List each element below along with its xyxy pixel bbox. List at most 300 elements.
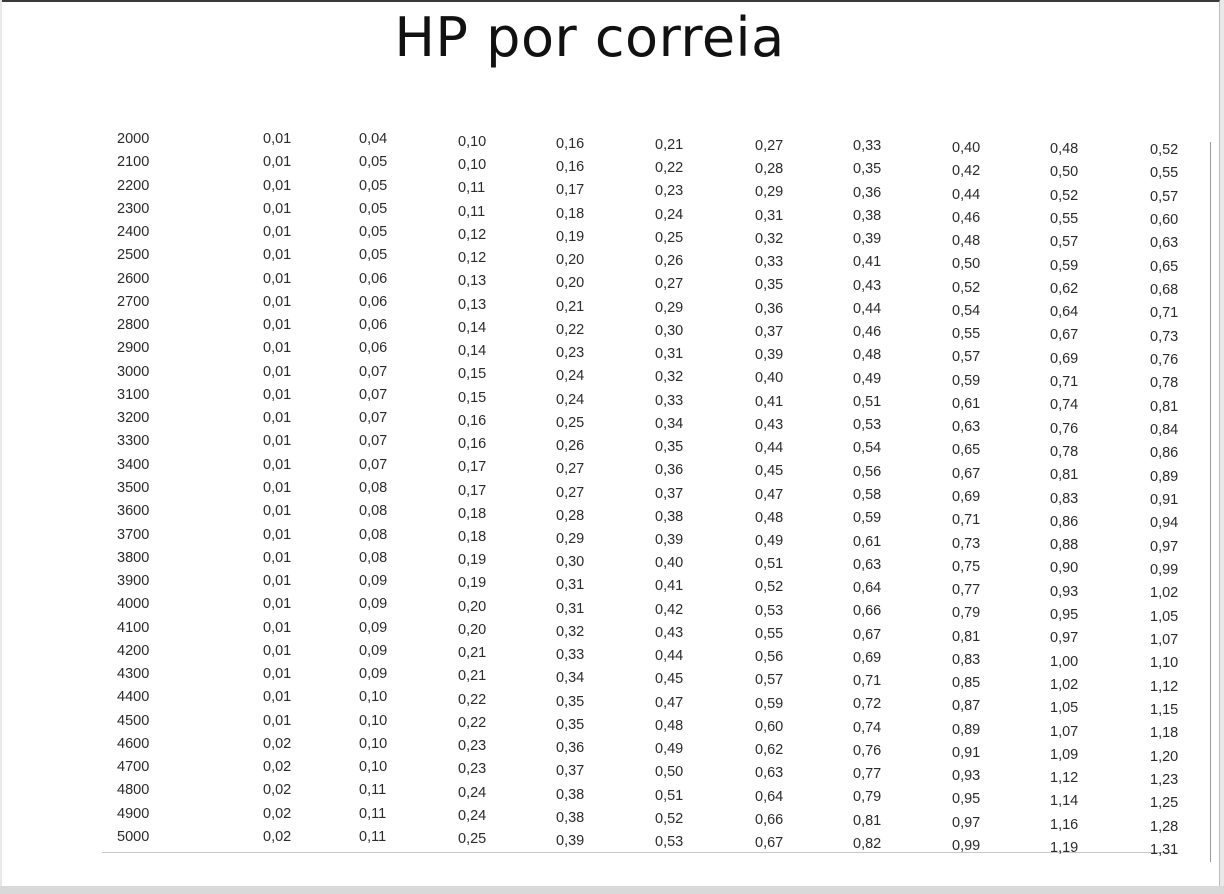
hp-cell: 0,12 — [458, 250, 487, 267]
hp-cell: 0,25 — [458, 831, 487, 847]
hp-cell: 0,52 — [952, 279, 981, 296]
hp-cell: 0,01 — [263, 712, 292, 729]
hp-cell: 0,62 — [1050, 280, 1079, 297]
hp-cell: 0,79 — [853, 789, 882, 806]
hp-cell: 1,05 — [1050, 700, 1079, 717]
hp-cell: 0,47 — [755, 486, 784, 503]
hp-column-6 — [755, 0, 825, 880]
hp-cell: 0,55 — [952, 326, 981, 343]
hp-cell: 0,04 — [359, 131, 388, 147]
hp-column-2 — [359, 0, 429, 880]
hp-cell: 0,49 — [755, 532, 784, 549]
hp-cell: 0,53 — [655, 834, 684, 850]
hp-cell: 0,44 — [655, 648, 684, 665]
rpm-cell: 2200 — [117, 177, 150, 194]
hp-cell: 0,41 — [853, 254, 882, 271]
hp-cell: 0,01 — [263, 386, 292, 403]
hp-cell: 0,41 — [655, 578, 684, 595]
rpm-cell: 3800 — [117, 549, 150, 566]
hp-cell: 0,77 — [853, 766, 882, 783]
hp-cell: 0,09 — [359, 573, 388, 590]
hp-cell: 0,52 — [1150, 142, 1179, 158]
hp-column-1 — [263, 0, 333, 880]
hp-cell: 0,87 — [952, 698, 981, 715]
hp-cell: 0,66 — [853, 603, 882, 620]
rpm-cell: 3600 — [117, 503, 150, 520]
hp-cell: 1,23 — [1150, 772, 1179, 788]
hp-cell: 0,95 — [1050, 607, 1079, 623]
hp-cell: 0,01 — [263, 340, 292, 357]
hp-cell: 0,24 — [655, 206, 684, 223]
hp-cell: 0,38 — [556, 786, 585, 803]
hp-cell: 0,05 — [359, 224, 388, 241]
hp-cell: 0,48 — [1050, 141, 1079, 157]
hp-cell: 0,50 — [1050, 164, 1079, 181]
hp-cell: 0,35 — [755, 277, 784, 294]
rpm-cell: 2600 — [117, 270, 150, 287]
hp-cell: 0,39 — [853, 231, 882, 248]
hp-cell: 1,12 — [1050, 770, 1079, 787]
hp-cell: 0,49 — [655, 741, 684, 758]
hp-cell: 0,01 — [263, 154, 292, 171]
hp-cell: 0,37 — [755, 323, 784, 340]
rpm-cell: 4000 — [117, 596, 150, 613]
rpm-cell: 2800 — [117, 317, 150, 334]
hp-cell: 0,08 — [359, 503, 388, 520]
hp-cell: 0,18 — [458, 528, 487, 545]
hp-cell: 0,86 — [1050, 513, 1079, 530]
hp-column-9 — [1050, 0, 1120, 880]
hp-cell: 0,26 — [655, 253, 684, 270]
hp-cell: 0,10 — [359, 712, 388, 729]
hp-cell: 0,31 — [556, 577, 585, 594]
hp-cell: 0,12 — [458, 226, 487, 243]
rpm-cell: 3400 — [117, 456, 150, 473]
hp-cell: 0,01 — [263, 433, 292, 450]
hp-cell: 0,35 — [556, 716, 585, 733]
hp-cell: 0,20 — [458, 621, 487, 638]
hp-cell: 0,97 — [952, 814, 981, 831]
hp-cell: 0,52 — [1050, 187, 1079, 204]
hp-cell: 0,13 — [458, 273, 487, 290]
hp-cell: 0,71 — [1050, 374, 1079, 390]
rpm-cell: 2300 — [117, 200, 150, 217]
hp-cell: 0,14 — [458, 343, 487, 360]
hp-cell: 0,31 — [755, 207, 784, 224]
hp-cell: 0,57 — [1150, 188, 1179, 205]
hp-cell: 0,65 — [1150, 258, 1179, 275]
hp-cell: 0,63 — [952, 419, 981, 436]
rpm-cell: 3500 — [117, 480, 150, 496]
hp-cell: 0,83 — [1050, 490, 1079, 507]
hp-cell: 0,58 — [853, 487, 882, 503]
hp-cell: 0,71 — [1150, 305, 1179, 322]
hp-cell: 1,31 — [1150, 842, 1179, 858]
rpm-column — [117, 0, 187, 880]
hp-cell: 0,09 — [359, 596, 388, 613]
hp-cell: 0,06 — [359, 340, 388, 357]
hp-cell: 0,97 — [1050, 630, 1079, 647]
hp-cell: 0,21 — [458, 645, 487, 662]
hp-cell: 0,59 — [1050, 257, 1079, 274]
hp-cell: 0,48 — [952, 233, 981, 250]
hp-cell: 0,63 — [755, 765, 784, 782]
hp-cell: 0,01 — [263, 549, 292, 566]
hp-cell: 0,01 — [263, 363, 292, 380]
hp-cell: 0,01 — [263, 317, 292, 334]
hp-cell: 0,38 — [655, 508, 684, 525]
hp-cell: 0,48 — [655, 717, 684, 734]
hp-cell: 0,77 — [952, 582, 981, 599]
hp-cell: 0,45 — [755, 463, 784, 480]
hp-cell: 0,43 — [853, 277, 882, 294]
hp-cell: 0,76 — [853, 742, 882, 759]
hp-cell: 0,48 — [755, 509, 784, 526]
hp-cell: 0,97 — [1150, 538, 1179, 555]
hp-cell: 0,05 — [359, 154, 388, 171]
hp-cell: 0,10 — [359, 759, 388, 776]
hp-cell: 0,41 — [755, 393, 784, 410]
hp-cell: 0,33 — [853, 138, 882, 154]
hp-cell: 0,48 — [853, 347, 882, 364]
hp-cell: 0,59 — [755, 695, 784, 712]
hp-cell: 0,19 — [458, 552, 487, 569]
hp-cell: 0,26 — [556, 438, 585, 455]
hp-cell: 0,07 — [359, 363, 388, 380]
hp-cell: 0,89 — [952, 721, 981, 738]
hp-cell: 0,53 — [853, 417, 882, 434]
hp-cell: 0,45 — [655, 671, 684, 688]
hp-cell: 0,89 — [1150, 468, 1179, 485]
hp-cell: 0,33 — [655, 392, 684, 409]
hp-cell: 0,52 — [655, 810, 684, 827]
hp-cell: 1,28 — [1150, 818, 1179, 835]
hp-cell: 0,62 — [755, 742, 784, 759]
hp-cell: 0,29 — [655, 299, 684, 316]
hp-cell: 0,01 — [263, 177, 292, 194]
rpm-cell: 2500 — [117, 247, 150, 264]
hp-cell: 0,39 — [755, 347, 784, 364]
hp-cell: 0,36 — [755, 300, 784, 317]
hp-cell: 0,20 — [556, 252, 585, 269]
hp-cell: 0,10 — [359, 735, 388, 752]
hp-cell: 0,76 — [1050, 420, 1079, 437]
rpm-cell: 2000 — [117, 131, 150, 147]
hp-cell: 0,05 — [359, 247, 388, 264]
hp-cell: 0,50 — [655, 764, 684, 781]
hp-cell: 0,42 — [952, 163, 981, 180]
hp-cell: 0,47 — [655, 694, 684, 711]
hp-cell: 0,01 — [263, 293, 292, 310]
hp-cell: 0,59 — [853, 510, 882, 527]
rpm-cell: 2900 — [117, 340, 150, 357]
hp-cell: 0,79 — [952, 605, 981, 622]
hp-cell: 0,18 — [556, 205, 585, 222]
hp-cell: 0,11 — [458, 180, 486, 197]
page-title: HP por correia — [394, 6, 785, 69]
hp-column-5 — [655, 0, 725, 880]
hp-cell: 0,10 — [359, 689, 388, 706]
hp-cell: 0,16 — [556, 136, 585, 152]
rpm-cell: 4100 — [117, 619, 150, 636]
hp-cell: 0,10 — [458, 157, 487, 174]
hp-cell: 0,23 — [458, 761, 487, 778]
hp-cell: 0,64 — [853, 580, 882, 597]
hp-cell: 0,74 — [1050, 397, 1079, 414]
hp-cell: 0,39 — [556, 833, 585, 849]
rpm-cell: 2400 — [117, 224, 150, 241]
hp-cell: 0,27 — [556, 461, 585, 478]
hp-column-10 — [1150, 0, 1220, 880]
hp-cell: 0,16 — [458, 412, 487, 429]
hp-cell: 0,09 — [359, 619, 388, 636]
hp-cell: 0,36 — [853, 184, 882, 201]
rpm-cell: 3300 — [117, 433, 150, 450]
hp-cell: 0,23 — [655, 183, 684, 200]
rpm-cell: 3900 — [117, 573, 150, 590]
hp-cell: 0,57 — [1050, 234, 1079, 251]
hp-cell: 1,00 — [1050, 653, 1079, 670]
hp-cell: 0,11 — [359, 782, 387, 799]
hp-cell: 0,25 — [556, 414, 585, 431]
hp-cell: 0,11 — [458, 203, 486, 220]
hp-cell: 0,81 — [853, 812, 882, 829]
hp-cell: 0,01 — [263, 480, 292, 496]
hp-cell: 0,16 — [556, 159, 585, 176]
hp-cell: 0,95 — [952, 791, 981, 808]
hp-cell: 0,83 — [952, 651, 981, 668]
hp-cell: 0,08 — [359, 480, 388, 496]
hp-cell: 0,91 — [952, 744, 981, 761]
hp-cell: 0,68 — [1150, 282, 1179, 298]
hp-cell: 1,02 — [1050, 676, 1079, 693]
hp-cell: 0,75 — [952, 558, 981, 575]
hp-cell: 0,36 — [556, 740, 585, 757]
hp-cell: 0,01 — [263, 666, 292, 683]
hp-cell: 0,33 — [755, 254, 784, 271]
hp-cell: 0,56 — [853, 463, 882, 480]
hp-cell: 0,08 — [359, 549, 388, 566]
hp-cell: 0,06 — [359, 317, 388, 334]
hp-cell: 0,27 — [556, 484, 585, 501]
hp-cell: 0,61 — [853, 533, 882, 550]
hp-cell: 0,34 — [655, 415, 684, 432]
hp-cell: 0,71 — [952, 512, 981, 529]
hp-cell: 0,25 — [655, 229, 684, 246]
hp-cell: 0,46 — [853, 324, 882, 341]
hp-cell: 0,46 — [952, 209, 981, 226]
hp-cell: 0,63 — [1150, 235, 1179, 252]
hp-cell: 0,20 — [458, 598, 487, 615]
hp-cell: 0,51 — [655, 787, 684, 804]
hp-cell: 0,81 — [952, 628, 981, 645]
hp-cell: 0,88 — [1050, 537, 1079, 554]
hp-cell: 0,29 — [556, 530, 585, 547]
hp-cell: 0,61 — [952, 395, 981, 412]
hp-cell: 0,30 — [655, 322, 684, 339]
hp-cell: 0,17 — [556, 182, 585, 199]
hp-cell: 0,01 — [263, 642, 292, 659]
hp-cell: 0,23 — [556, 345, 585, 362]
hp-cell: 0,69 — [853, 649, 882, 666]
hp-cell: 0,06 — [359, 293, 388, 310]
hp-cell: 0,76 — [1150, 352, 1179, 368]
hp-cell: 0,21 — [556, 298, 585, 315]
hp-cell: 0,01 — [263, 689, 292, 706]
hp-cell: 1,07 — [1050, 723, 1079, 740]
hp-cell: 0,71 — [853, 673, 882, 690]
hp-cell: 0,01 — [263, 503, 292, 520]
hp-cell: 0,21 — [655, 137, 684, 153]
hp-cell: 0,11 — [359, 829, 387, 845]
rpm-cell: 4800 — [117, 782, 150, 799]
hp-cell: 0,44 — [755, 440, 784, 457]
hp-cell: 1,16 — [1050, 816, 1079, 833]
rpm-cell: 3000 — [117, 363, 150, 380]
hp-cell: 0,05 — [359, 200, 388, 217]
hp-cell: 0,67 — [853, 626, 882, 643]
hp-cell: 0,01 — [263, 224, 292, 241]
hp-cell: 0,19 — [556, 228, 585, 245]
hp-cell: 0,91 — [1150, 492, 1179, 508]
hp-cell: 0,31 — [655, 346, 684, 363]
hp-cell: 0,07 — [359, 386, 388, 403]
hp-cell: 0,60 — [755, 718, 784, 735]
hp-column-3 — [458, 0, 528, 880]
hp-cell: 0,44 — [853, 300, 882, 317]
hp-cell: 0,05 — [359, 177, 388, 194]
hp-cell: 0,27 — [755, 138, 784, 154]
hp-cell: 0,21 — [458, 668, 487, 685]
hp-cell: 1,02 — [1150, 585, 1179, 602]
hp-cell: 0,24 — [556, 391, 585, 408]
hp-cell: 0,54 — [853, 440, 882, 457]
hp-cell: 0,90 — [1050, 560, 1079, 577]
hp-cell: 0,82 — [853, 836, 882, 852]
hp-cell: 0,09 — [359, 666, 388, 683]
hp-cell: 0,01 — [263, 270, 292, 287]
hp-cell: 0,63 — [853, 556, 882, 573]
hp-cell: 0,24 — [556, 368, 585, 385]
hp-cell: 0,36 — [655, 462, 684, 479]
hp-cell: 0,73 — [1150, 328, 1179, 345]
hp-cell: 0,81 — [1050, 467, 1079, 484]
hp-cell: 0,64 — [1050, 304, 1079, 321]
hp-cell: 0,01 — [263, 526, 292, 543]
hp-cell: 1,09 — [1050, 746, 1079, 763]
hp-cell: 0,07 — [359, 456, 388, 473]
hp-cell: 0,44 — [952, 186, 981, 203]
hp-cell: 0,53 — [755, 602, 784, 619]
rpm-cell: 4400 — [117, 689, 150, 706]
hp-cell: 0,56 — [755, 649, 784, 666]
hp-cell: 0,02 — [263, 759, 292, 776]
hp-cell: 0,01 — [263, 573, 292, 590]
hp-cell: 0,30 — [556, 554, 585, 571]
hp-cell: 0,02 — [263, 782, 292, 799]
hp-cell: 0,93 — [952, 768, 981, 785]
hp-cell: 0,81 — [1150, 398, 1179, 415]
hp-cell: 1,18 — [1150, 725, 1179, 742]
hp-cell: 0,50 — [952, 256, 981, 273]
rpm-cell: 3700 — [117, 526, 150, 543]
hp-cell: 1,12 — [1150, 678, 1179, 695]
hp-cell: 0,17 — [458, 482, 487, 499]
hp-cell: 0,38 — [556, 809, 585, 826]
rpm-cell: 3100 — [117, 386, 150, 403]
hp-cell: 0,60 — [1150, 212, 1179, 228]
hp-cell: 0,14 — [458, 319, 487, 336]
hp-cell: 0,59 — [952, 372, 981, 389]
hp-cell: 1,05 — [1150, 608, 1179, 625]
hp-cell: 0,99 — [952, 838, 981, 854]
hp-cell: 0,29 — [755, 184, 784, 201]
rpm-cell: 2700 — [117, 293, 150, 310]
hp-cell: 0,51 — [755, 556, 784, 573]
rpm-cell: 3200 — [117, 410, 150, 427]
hp-cell: 0,55 — [1150, 165, 1179, 182]
hp-cell: 0,55 — [755, 625, 784, 642]
hp-cell: 0,24 — [458, 784, 487, 801]
hp-cell: 0,72 — [853, 696, 882, 713]
hp-cell: 0,33 — [556, 647, 585, 664]
hp-cell: 1,19 — [1050, 840, 1079, 856]
hp-cell: 0,15 — [458, 366, 487, 383]
hp-cell: 0,01 — [263, 596, 292, 613]
hp-cell: 0,32 — [755, 230, 784, 247]
hp-cell: 0,38 — [853, 207, 882, 224]
hp-cell: 1,10 — [1150, 655, 1179, 672]
hp-cell: 0,06 — [359, 270, 388, 287]
hp-cell: 0,69 — [1050, 350, 1079, 367]
hp-cell: 0,51 — [853, 393, 882, 410]
rpm-cell: 4500 — [117, 712, 150, 729]
hp-cell: 0,22 — [556, 321, 585, 338]
hp-cell: 0,54 — [952, 302, 981, 319]
hp-cell: 0,11 — [359, 805, 387, 822]
hp-cell: 0,67 — [952, 465, 981, 482]
hp-cell: 0,94 — [1150, 515, 1179, 532]
hp-cell: 0,22 — [458, 714, 487, 731]
hp-cell: 0,02 — [263, 805, 292, 822]
hp-cell: 0,15 — [458, 389, 487, 406]
hp-cell: 1,15 — [1150, 702, 1179, 718]
hp-cell: 0,20 — [556, 275, 585, 292]
hp-cell: 0,01 — [263, 410, 292, 427]
hp-cell: 0,84 — [1150, 422, 1179, 438]
hp-column-8 — [952, 0, 1022, 880]
hp-cell: 0,43 — [755, 416, 784, 433]
hp-cell: 0,01 — [263, 200, 292, 217]
rpm-cell: 5000 — [117, 829, 150, 845]
hp-cell: 0,13 — [458, 296, 487, 313]
hp-cell: 0,57 — [952, 349, 981, 366]
hp-cell: 0,07 — [359, 410, 388, 427]
hp-cell: 0,86 — [1150, 445, 1179, 462]
hp-cell: 1,25 — [1150, 795, 1179, 812]
hp-column-7 — [853, 0, 923, 880]
hp-cell: 1,14 — [1050, 793, 1079, 810]
hp-cell: 0,40 — [755, 370, 784, 387]
rpm-cell: 2100 — [117, 154, 150, 171]
hp-cell: 0,74 — [853, 719, 882, 736]
hp-cell: 0,31 — [556, 600, 585, 617]
hp-cell: 0,02 — [263, 735, 292, 752]
hp-cell: 0,65 — [952, 442, 981, 459]
hp-cell: 0,10 — [458, 134, 487, 150]
hp-cell: 0,42 — [655, 601, 684, 618]
hp-cell: 0,22 — [655, 160, 684, 177]
